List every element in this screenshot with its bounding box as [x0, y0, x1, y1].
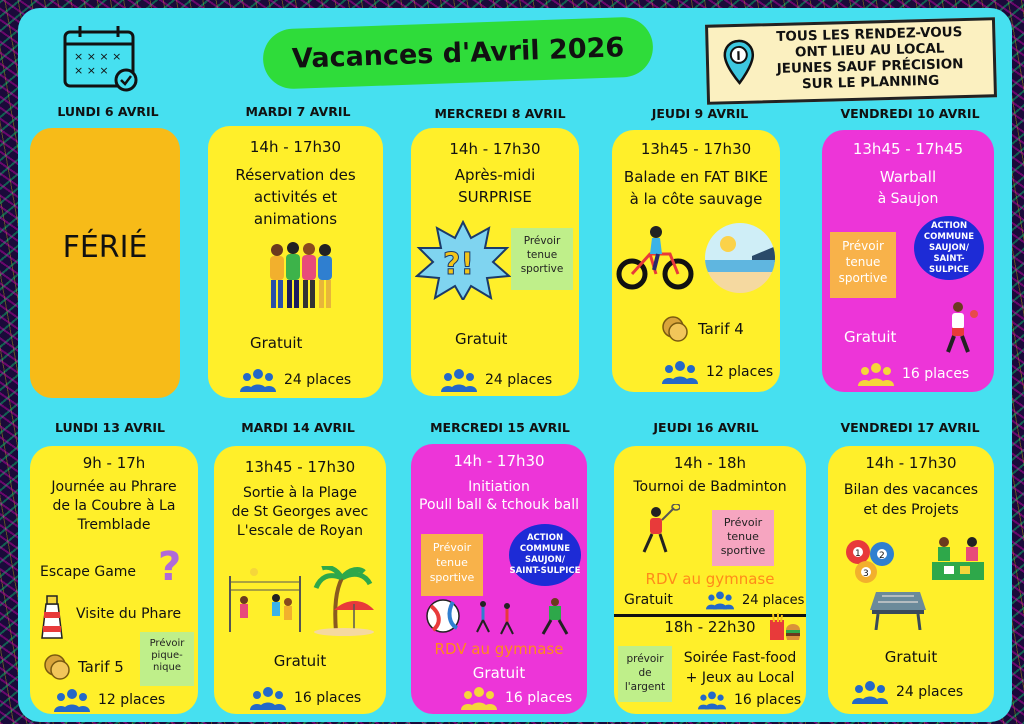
rdv-label: RDV au gymnase [645, 570, 775, 588]
places-info [461, 686, 572, 710]
people-icon [250, 686, 286, 710]
people-icon [240, 368, 276, 392]
places-count: 12 places [98, 692, 166, 708]
price-label: Gratuit [250, 334, 303, 352]
player-icon [936, 300, 982, 356]
coins-icon [662, 316, 688, 342]
day-label: JEUDI 9 AVRIL [651, 106, 749, 121]
day-label: VENDREDI 17 AVRIL [840, 420, 980, 435]
places-count: 16 places [734, 692, 802, 708]
card-jeudi-9 [612, 130, 780, 392]
time-slot: 13h45 - 17h45 [852, 140, 964, 158]
activity-line: avec [335, 504, 369, 520]
table-football-icon [868, 586, 928, 630]
svg-text:1: 1 [855, 549, 861, 559]
note-sticky: Prévoir tenue sportive [712, 510, 774, 566]
ferie-label: FÉRIÉ [62, 230, 148, 265]
card-mardi-7 [208, 126, 383, 398]
places-count: 24 places [284, 372, 352, 388]
note-sticky: prévoir de l'argent [618, 646, 672, 702]
places-count: 12 places [706, 364, 774, 380]
action-commune-badge [914, 216, 984, 280]
svg-text:3: 3 [863, 569, 869, 579]
card-jeudi-16 [614, 446, 806, 714]
places-info [250, 686, 361, 710]
coins-icon [44, 654, 70, 680]
people-icon [54, 688, 90, 712]
day-label: LUNDI 13 AVRIL [55, 420, 165, 435]
note-sticky: Prévoir tenue sportive [511, 228, 573, 290]
places-count: 24 places [485, 372, 553, 388]
activity-text [214, 484, 386, 541]
activity-text: SURPRISE [458, 188, 532, 206]
places-info [240, 368, 351, 392]
badge-line: SAINT-SULPICE [929, 253, 969, 275]
activity-text: Tournoi de Badminton [633, 479, 787, 495]
svg-text:× × ×: × × × [74, 64, 109, 77]
info-line: TOUS LES RENDEZ-VOUS [776, 24, 963, 45]
rdv-label: RDV au gymnase [434, 640, 564, 658]
price-label: Gratuit [273, 652, 327, 670]
card-mercredi-8 [411, 128, 579, 396]
activity-text [30, 478, 198, 535]
people-icon [852, 680, 888, 704]
note-sticky: Prévoir tenue sportive [421, 534, 483, 596]
people-icon [662, 360, 698, 384]
day-label: VENDREDI 10 AVRIL [840, 106, 980, 121]
places-info [698, 690, 801, 710]
places-count: 24 places [742, 592, 805, 608]
poster-frame [18, 8, 1012, 722]
activity-line: Soirée Fast-food [683, 650, 797, 666]
activity-text: Bilan des vacances [843, 482, 979, 498]
badge-line: SAUJON/ [929, 242, 969, 253]
badge-line: COMMUNE [519, 544, 571, 554]
badge-line: SAINT-SULPICE [509, 566, 581, 576]
people-icon [858, 362, 894, 386]
group-hug-icon [263, 238, 339, 312]
svg-text:i: i [736, 48, 741, 63]
price-label: Gratuit [844, 328, 897, 346]
places-info [858, 362, 969, 386]
question-exclamation-icon [415, 220, 511, 300]
info-line: JEUNES SAUF PRÉCISION [776, 56, 964, 77]
places-count: 16 places [902, 366, 970, 382]
svg-text:?!: ?! [443, 247, 475, 282]
activity-text: Réservation des activités et animations [235, 166, 356, 228]
svg-text:× × × ×: × × × × [74, 50, 122, 63]
svg-text:2: 2 [879, 551, 885, 561]
badminton-player-icon [636, 504, 680, 556]
people-icon [698, 690, 726, 710]
activity-line: Sortie à la Plage [242, 485, 357, 501]
activity-line: L'escale de Royan [236, 523, 364, 539]
price-label: Gratuit [455, 330, 508, 348]
day-label: LUNDI 6 AVRIL [57, 104, 159, 119]
price-label: Gratuit [884, 648, 938, 666]
people-icon [461, 686, 497, 710]
time-slot: 18h - 22h30 [664, 618, 756, 636]
activity-line: Tremblade [77, 517, 151, 533]
activity-line: Journée au Phrare [51, 479, 177, 495]
time-slot: 13h45 - 17h30 [244, 458, 356, 476]
places-info [54, 688, 165, 712]
price-label: Gratuit [624, 592, 673, 608]
people-icon [441, 368, 477, 392]
activity-text [674, 648, 806, 688]
location-text: à Saujon [877, 191, 939, 207]
day-label: MERCREDI 15 AVRIL [430, 420, 570, 435]
activity-line: de la Coubre [52, 498, 142, 514]
question-mark-icon: ? [158, 544, 182, 590]
location-info-icon [722, 39, 755, 88]
activity-text: Initiation [468, 479, 530, 495]
note-sticky: Prévoir tenue sportive [830, 232, 896, 298]
beach-view-icon [704, 222, 776, 294]
card-lundi-13 [30, 446, 198, 714]
places-info [441, 368, 552, 392]
activity-line: à La [146, 498, 176, 514]
fast-food-icon [768, 612, 802, 642]
places-info [706, 590, 804, 610]
activity-text: Warball [879, 168, 937, 186]
price-label: Gratuit [472, 664, 526, 682]
info-line: SUR LE PLANNING [801, 72, 940, 93]
day-label: MERCREDI 8 AVRIL [434, 106, 566, 121]
ball-sports-icon [423, 594, 579, 638]
badge-line: ACTION [930, 220, 968, 231]
badge-line: SAUJON/ [525, 555, 565, 565]
time-slot: 14h - 17h30 [449, 140, 541, 158]
time-slot: 13h45 - 17h30 [640, 140, 752, 158]
places-count: 24 places [896, 684, 964, 700]
escape-game-label: Escape Game [40, 564, 137, 580]
beach-volley-icon [224, 566, 374, 636]
places-count: 16 places [294, 690, 362, 706]
time-slot: 14h - 18h [673, 454, 747, 472]
badge-line: ACTION [526, 533, 564, 543]
time-slot: 9h - 17h [82, 454, 146, 472]
card-mercredi-15 [411, 444, 587, 714]
places-info [852, 680, 963, 704]
activity-text: Balade en FAT BIKE à la côte sauvage [623, 168, 769, 208]
note-sticky: Prévoir pique-nique [140, 632, 194, 686]
day-label: MARDI 7 AVRIL [245, 104, 351, 119]
time-slot: 14h - 17h30 [249, 138, 342, 156]
places-info [662, 360, 773, 384]
activity-line: + Jeux au Local [685, 670, 795, 686]
badge-line: COMMUNE [923, 231, 975, 242]
billiard-balls-icon [844, 538, 896, 584]
price-label: Tarif 4 [698, 320, 744, 338]
poster-title: Vacances d'Avril 2026 [262, 16, 654, 90]
board-game-icon [930, 532, 986, 584]
calendar-icon [62, 24, 142, 92]
lighthouse-icon [36, 592, 68, 640]
places-count: 16 places [505, 690, 573, 706]
price-label: Tarif 5 [78, 658, 124, 676]
time-slot: 14h - 17h30 [865, 454, 957, 472]
activity-text: Poull ball & tchouk ball [419, 497, 579, 513]
day-label: JEUDI 16 AVRIL [653, 420, 759, 435]
time-slot: 14h - 17h30 [453, 452, 545, 470]
people-icon [706, 590, 734, 610]
info-line: ONT LIEU AU LOCAL [794, 40, 945, 61]
action-commune-badge [509, 524, 581, 586]
card-mardi-14 [214, 446, 386, 714]
info-box [705, 17, 997, 105]
card-vendredi-10 [822, 130, 994, 392]
activity-line: de St Georges [231, 504, 331, 520]
card-vendredi-17 [828, 446, 994, 714]
activity-text: Après-midi [454, 166, 536, 184]
fat-bike-icon [616, 224, 696, 290]
activity-text: et des Projets [863, 502, 959, 518]
day-label: MARDI 14 AVRIL [241, 420, 355, 435]
card-lundi-6 [30, 128, 180, 398]
visite-label: Visite du Phare [76, 606, 182, 622]
